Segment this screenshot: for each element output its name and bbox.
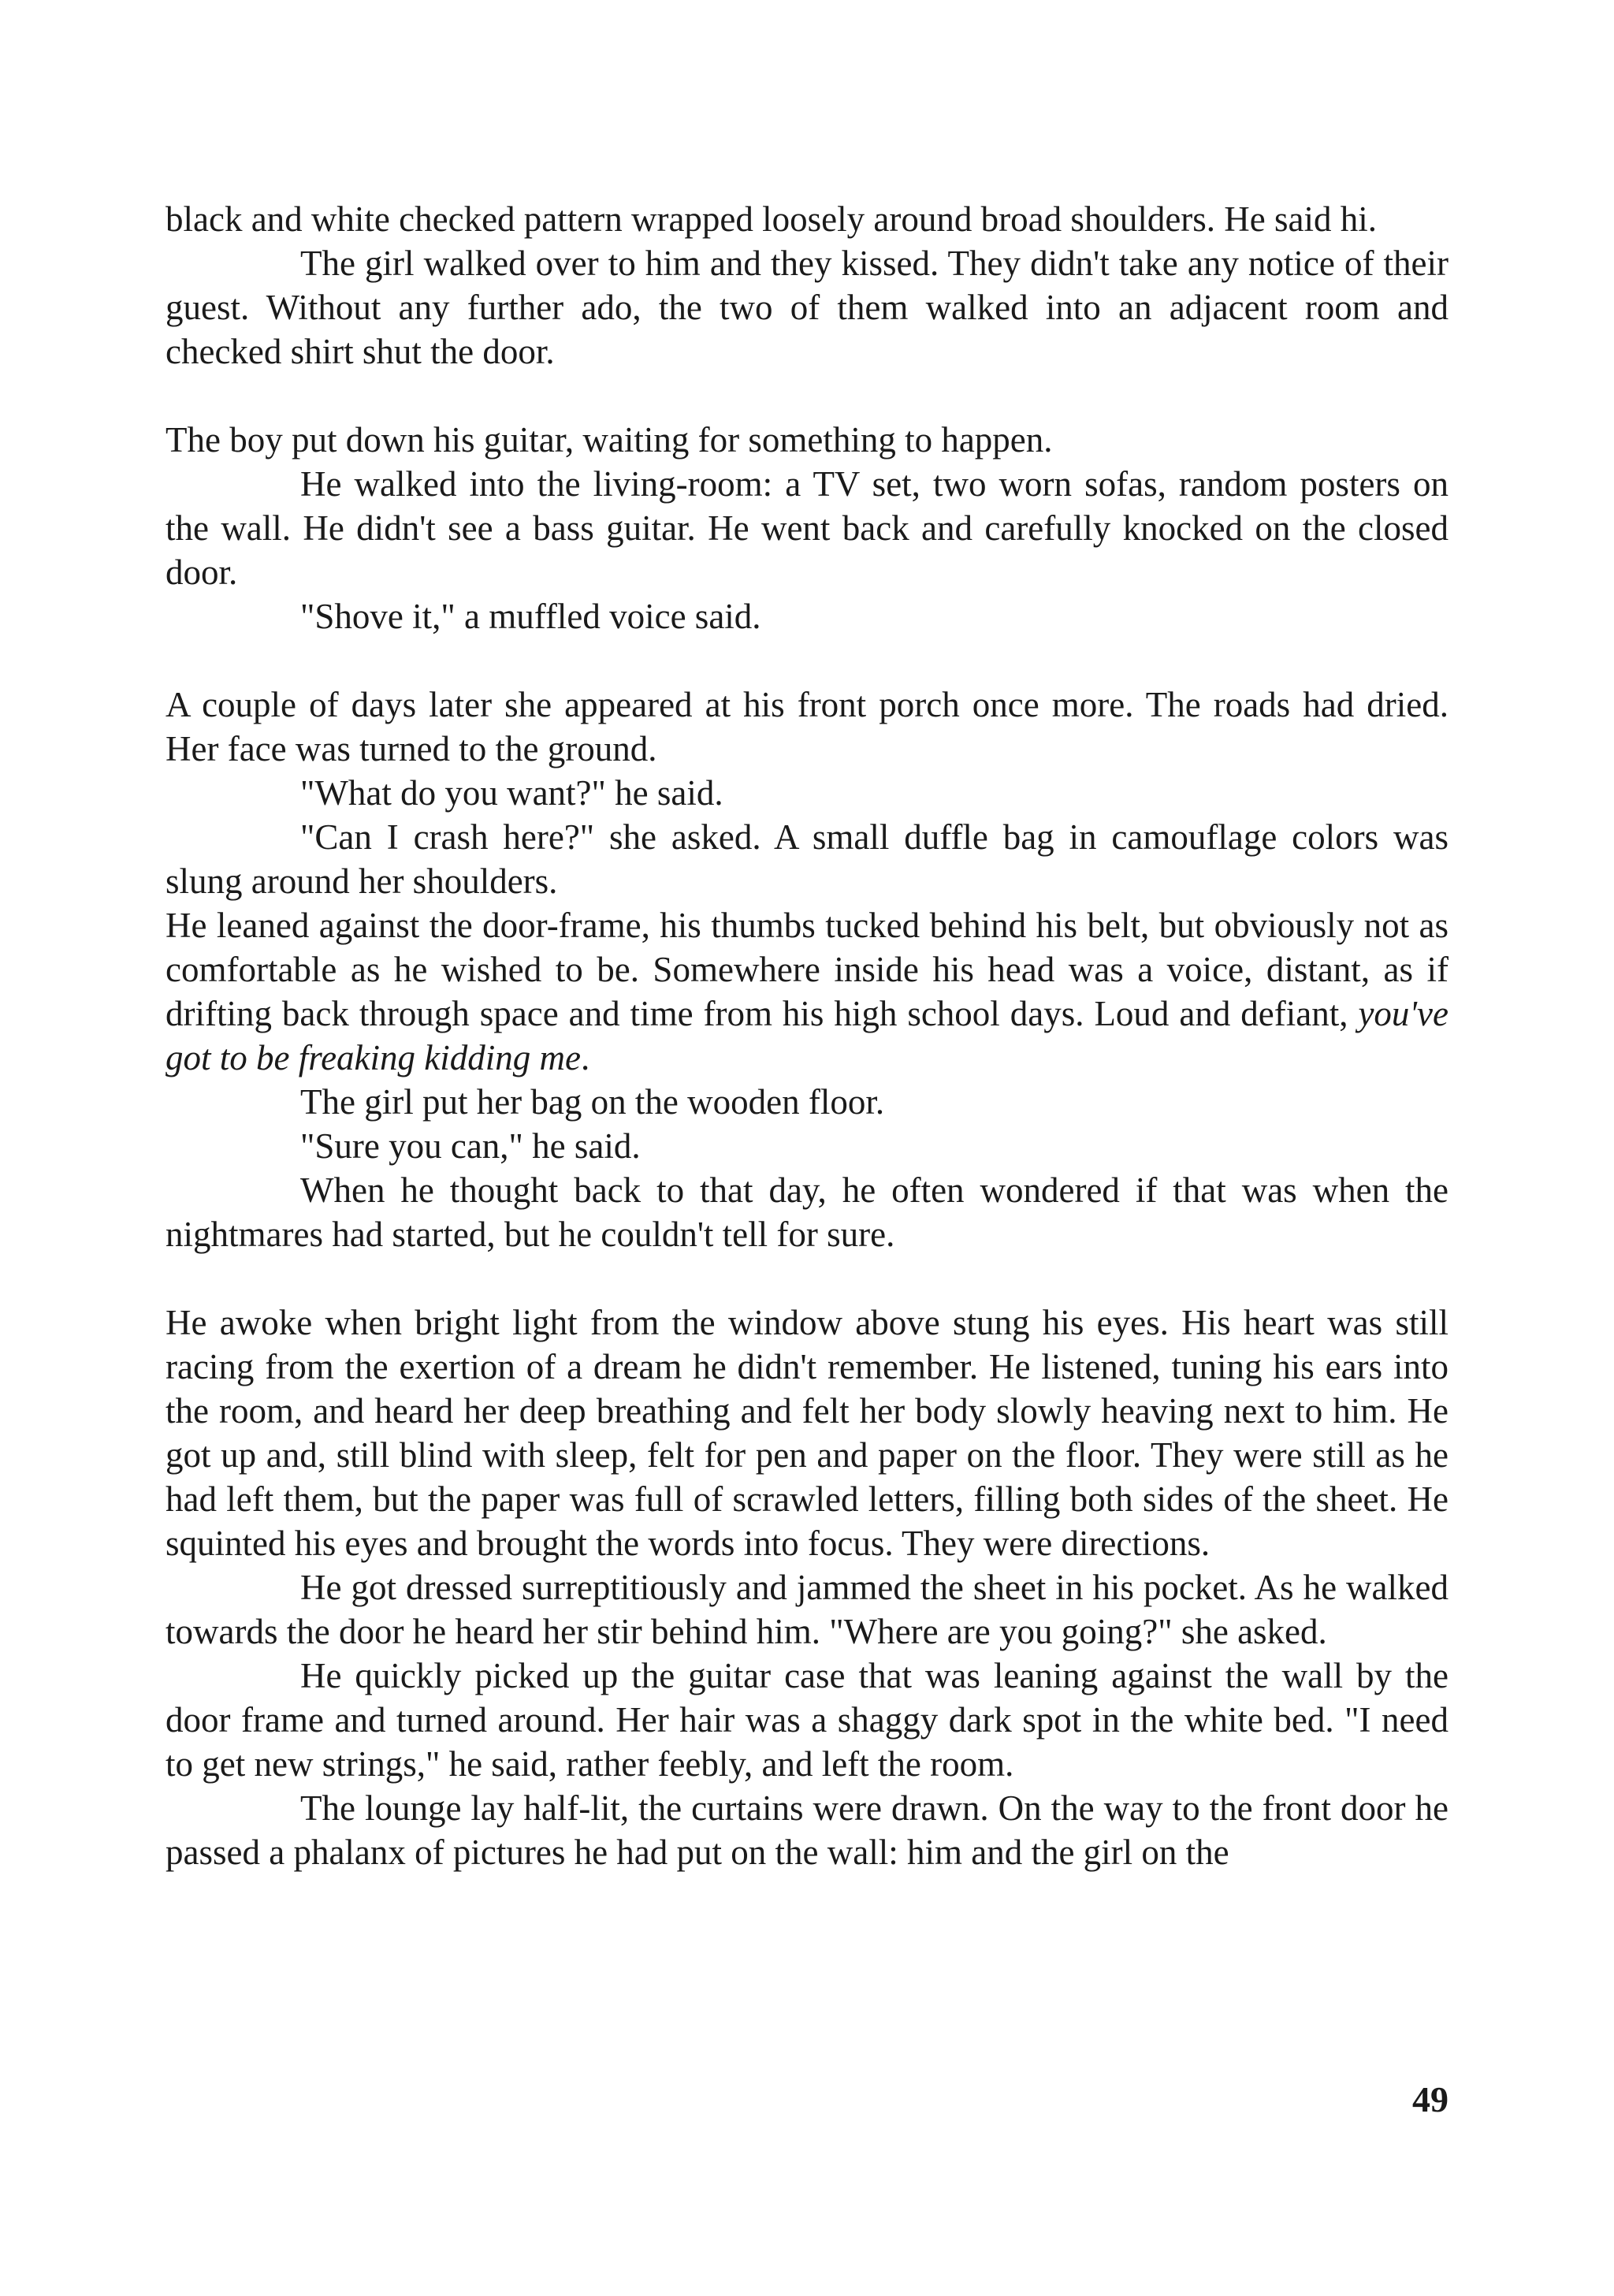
door-frame-text: He leaned against the door-frame, his thumbs tucked behind his belt, but obviously not as comfortable as he wished to be. Somewhere inside his head was a voice, distant, as if drifting back through space and time from his high school days. Loud and defiant, [165,906,1449,1033]
paragraph-guitar-case: He quickly picked up the guitar case that was leaning against the wall by the door frame and turned around. Her hair was a shaggy dark spot in the white bed. "I need to get new strings," he said, rather feebly, and left the room. [165,1656,1449,1784]
paragraph-shove-it: "Shove it," a muffled voice said. [300,597,761,636]
paragraph-living-room: He walked into the living-room: a TV set, two worn sofas, random posters on the wall. He didn't see a bass guitar. He went back and carefully knocked on the closed door. [165,464,1449,592]
paragraph-front-porch: A couple of days later she appeared at his front porch once more. The roads had dried. Her face was turned to the ground. [165,685,1449,768]
page-body [165,197,1449,1874]
paragraph-crash-here: "Can I crash here?" she asked. A small duffle bag in camouflage colors was slung around her shoulders. [165,817,1449,901]
italic-quote-period: . [580,1038,590,1077]
paragraph-sure-you-can: "Sure you can," he said. [300,1126,641,1166]
paragraph-door-frame [165,903,1449,1080]
paragraph-nightmares: When he thought back to that day, he often wondered if that was when the nightmares had started, but he couldn't tell for sure. [165,1170,1449,1254]
paragraph-kiss: The girl walked over to him and they kissed. They didn't take any notice of their guest. Without any further ado, the two of them walked into an adjacent room and checked shirt shut the door. [165,244,1449,371]
paragraph-bag-floor: The girl put her bag on the wooden floor. [300,1082,885,1122]
paragraph-lounge: The lounge lay half-lit, the curtains were drawn. On the way to the front door he passed a phalanx of pictures he had put on the wall: him and the girl on the [165,1788,1449,1872]
paragraph-boy-guitar: The boy put down his guitar, waiting for something to happen. [165,420,1053,460]
paragraph-what-do-you-want: "What do you want?" he said. [300,773,723,813]
paragraph-continuation: black and white checked pattern wrapped loosely around broad shoulders. He said hi. [165,199,1378,239]
paragraph-awoke: He awoke when bright light from the window above stung his eyes. His heart was still racing from the exertion of a dream he didn't remember. He listened, tuning his ears into the room, and heard her deep breathing and felt her body slowly heaving next to him. He got up and, still blind with sleep, felt for pen and paper on the floor. They were still as he had left them, but the paper was full of scrawled letters, filling both sides of the sheet. He squinted his eyes and brought the words into focus. They were directions. [165,1303,1449,1563]
italic-quote: you've got to be freaking kidding me [165,994,1449,1077]
paragraph-got-dressed: He got dressed surreptitiously and jammed the sheet in his pocket. As he walked towards the door he heard her stir behind him. "Where are you going?" she asked. [165,1568,1449,1651]
page-number: 49 [1412,2079,1449,2119]
